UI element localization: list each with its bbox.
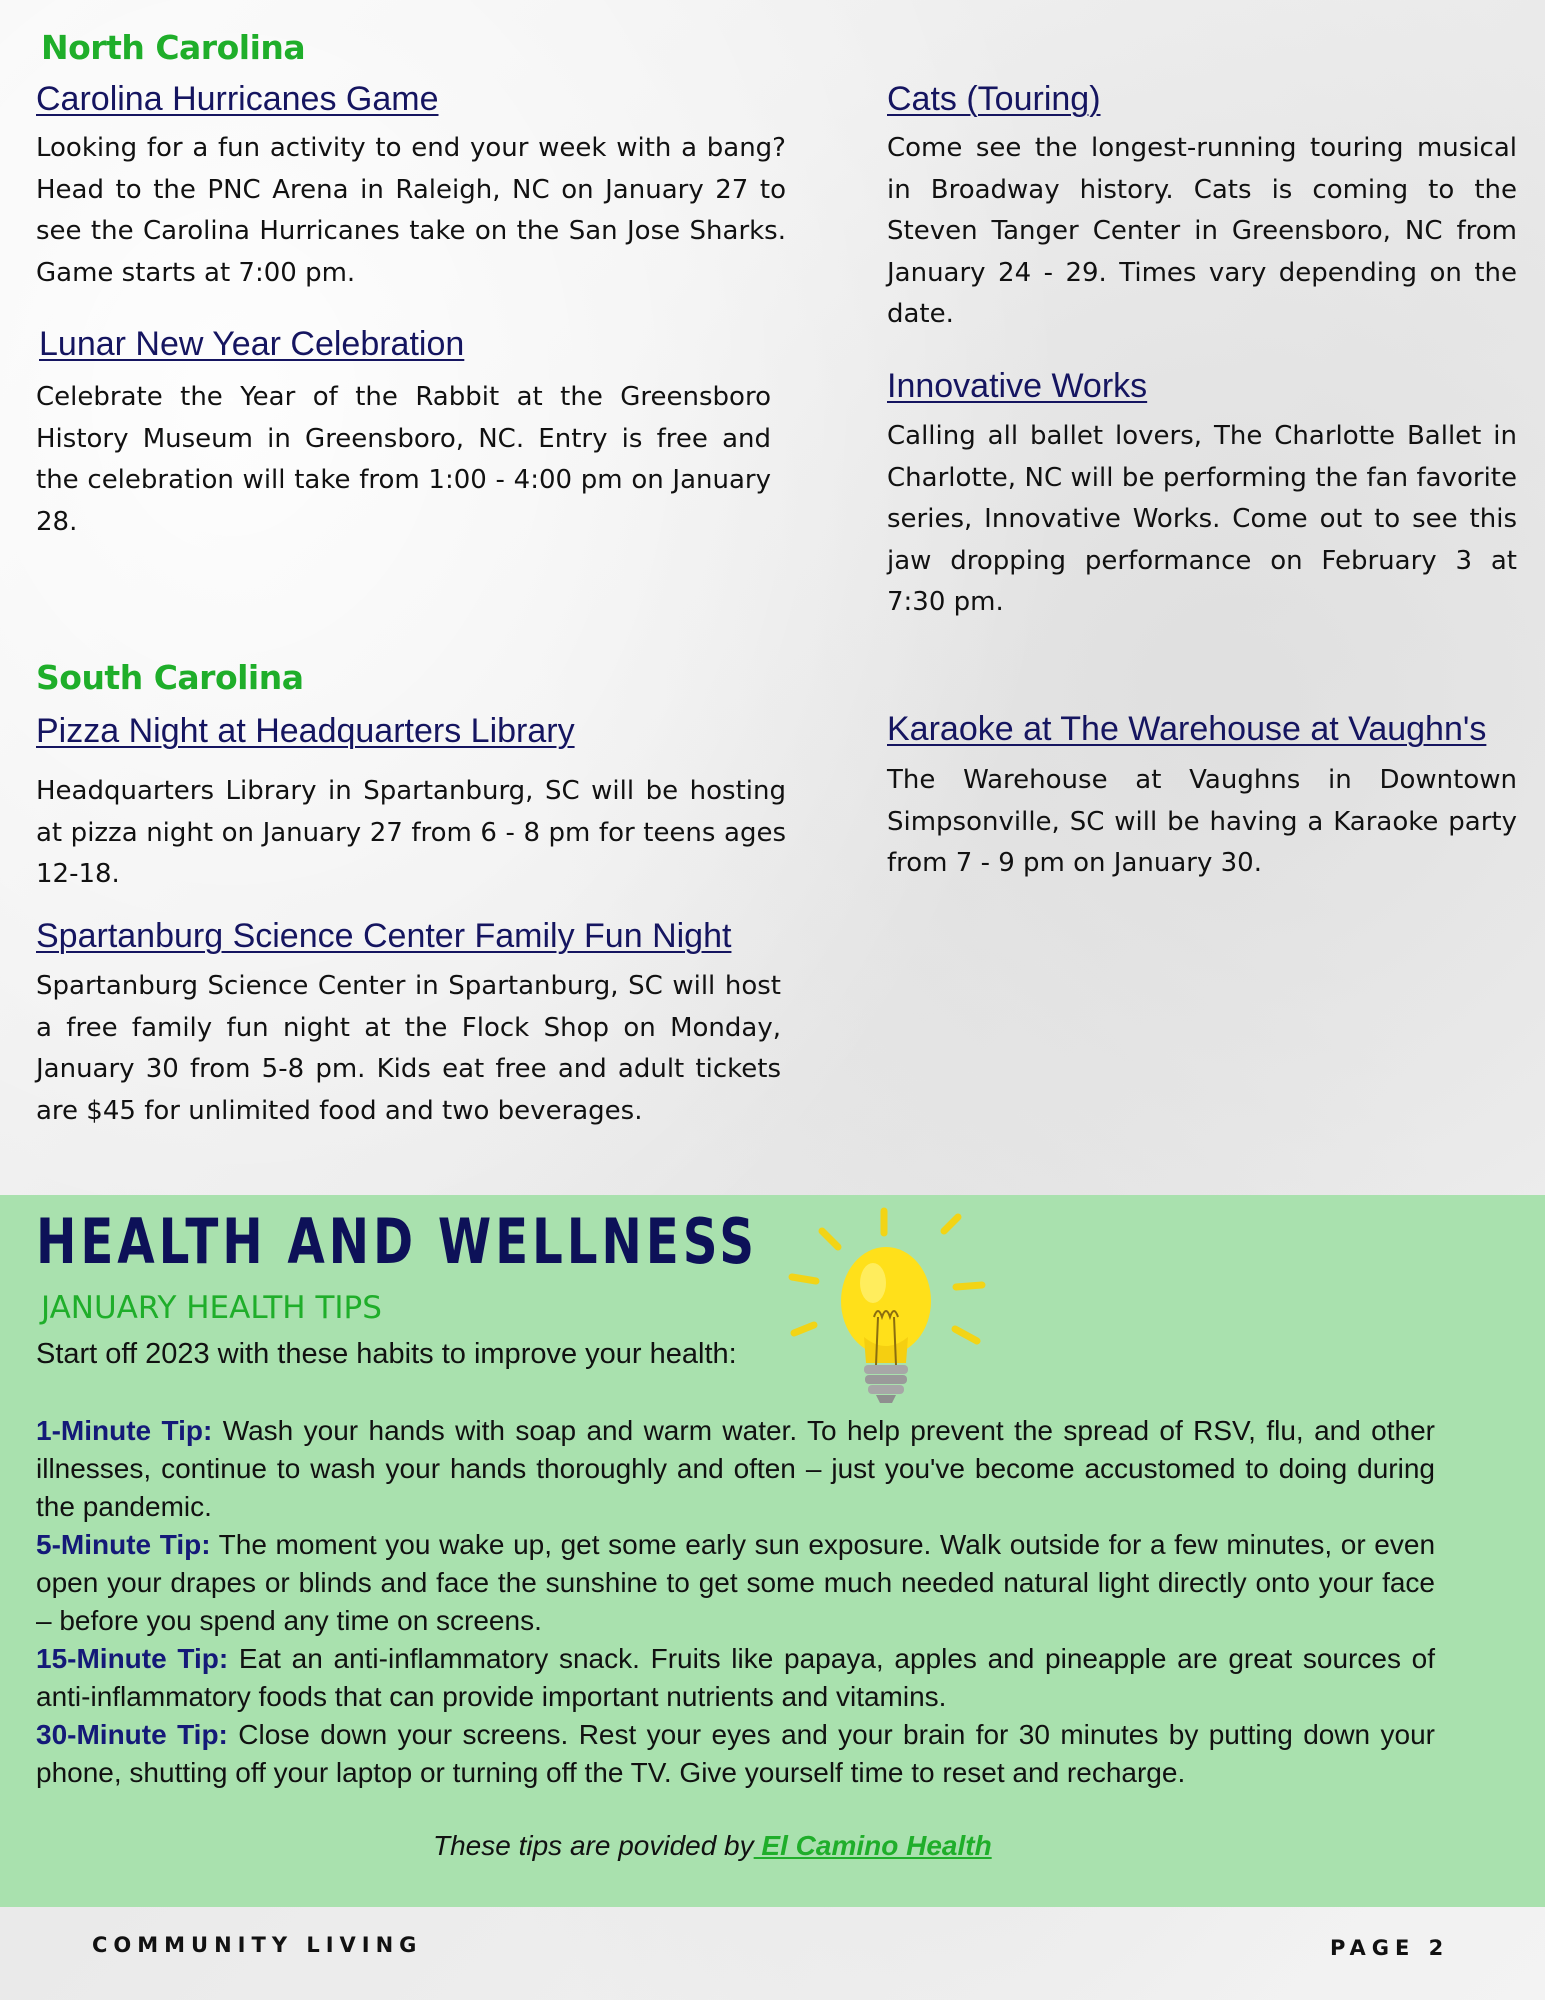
el-camino-health-link[interactable]: El Camino Health [753,1830,992,1861]
health-intro: Start off 2023 with these habits to improve your health: [36,1338,737,1370]
tip-label: 30-Minute Tip: [36,1719,228,1750]
pizza-night-link[interactable]: Pizza Night at Headquarters Library [36,712,575,750]
karaoke-link[interactable]: Karaoke at The Warehouse at Vaughn's [887,710,1487,748]
health-tips-subtitle: JANUARY HEALTH TIPS [41,1290,382,1326]
south-carolina-heading: South Carolina [36,658,304,697]
tip-label: 15-Minute Tip: [36,1643,229,1674]
tip-30-minute [36,1716,1435,1792]
tip-text: Wash your hands with soap and warm water. To help prevent the spread of RSV, flu, and other illnesses, continue to wash your hands thoroughly and often – just you've become accustomed to doing during the pandemic. [36,1415,1435,1522]
north-carolina-heading: North Carolina [41,28,306,67]
innovative-works-description: Calling all ballet lovers, The Charlotte Ballet in Charlotte, NC will be performing the fan favorite series, Innovative Works. Come out to see this jaw dropping performance on February 3 at 7:30 pm. [887,421,1517,617]
tip-1-minute [36,1412,1435,1526]
footer-page-number: PAGE 2 [1330,1936,1450,1960]
lunar-new-year-description: Celebrate the Year of the Rabbit at the Greensboro History Museum in Greensboro, NC. Entry is free and the celebration will take from 1:00 - 4:00 pm on January 28. [36,382,771,537]
health-tips-list [36,1412,1435,1792]
science-center-link[interactable]: Spartanburg Science Center Family Fun Night [36,917,732,955]
tip-label: 5-Minute Tip: [36,1529,211,1560]
tips-credit [433,1830,992,1862]
carolina-hurricanes-description: Looking for a fun activity to end your week with a bang? Head to the PNC Arena in Raleigh, NC on January 27 to see the Carolina Hurricanes take on the San Jose Sharks. Game starts at 7:00 pm. [36,133,786,288]
pizza-night-description: Headquarters Library in Spartanburg, SC will be hosting at pizza night on January 27 from 6 - 8 pm for teens ages 12-18. [36,776,786,889]
tip-text: The moment you wake up, get some early sun exposure. Walk outside for a few minutes, or even open your drapes or blinds and face the sunshine to get some much needed natural light directly onto your face – before you spend any time on screens. [36,1529,1436,1636]
tip-text: Eat an anti-inflammatory snack. Fruits like papaya, apples and pineapple are great sources of anti-inflammatory foods that can provide important nutrients and vitamins. [36,1643,1436,1712]
tip-text: Close down your screens. Rest your eyes and your brain for 30 minutes by putting down your phone, shutting off your laptop or turning off the TV. Give yourself time to reset and recharge. [36,1719,1435,1788]
credit-prefix: These tips are povided by [433,1830,754,1861]
cats-touring-description: Come see the longest-running touring musical in Broadway history. Cats is coming to the Steven Tanger Center in Greensboro, NC from January 24 - 29. Times vary depending on the date. [887,133,1517,329]
health-wellness-title: HEALTH AND WELLNESS [36,1205,759,1278]
tip-label: 1-Minute Tip: [36,1415,213,1446]
tip-5-minute [36,1526,1435,1640]
science-center-description: Spartanburg Science Center in Spartanburg, SC will host a free family fun night at the Flock Shop on Monday, January 30 from 5-8 pm. Kids eat free and adult tickets are $45 for unlimited food and two beverages. [36,971,781,1126]
karaoke-description: The Warehouse at Vaughns in Downtown Simpsonville, SC will be having a Karaoke party from 7 - 9 pm on January 30. [887,765,1517,878]
carolina-hurricanes-link[interactable]: Carolina Hurricanes Game [36,80,439,118]
tip-15-minute [36,1640,1435,1716]
lightbulb-icon [780,1205,995,1415]
lunar-new-year-link[interactable]: Lunar New Year Celebration [39,325,465,363]
cats-touring-link[interactable]: Cats (Touring) [887,80,1101,118]
innovative-works-link[interactable]: Innovative Works [887,367,1148,405]
footer-publication-name: COMMUNITY LIVING [92,1933,423,1957]
